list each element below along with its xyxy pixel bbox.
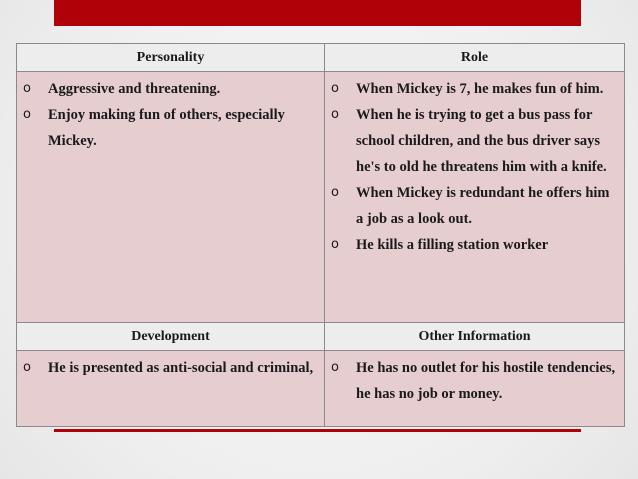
circle-bullet-icon: o [331, 107, 339, 122]
bottom-accent-line [54, 429, 581, 432]
list-item: o He is presented as anti-social and criminal, [21, 355, 320, 381]
circle-bullet-icon: o [331, 81, 339, 96]
other-information-cell [325, 351, 625, 427]
character-table [16, 43, 625, 427]
list-item: o He has no outlet for his hostile tendencies, he has no job or money. [329, 355, 620, 407]
list-item: o Enjoy making fun of others, especially Mickey. [21, 102, 320, 154]
list-item: o Aggressive and threatening. [21, 76, 320, 102]
role-cell [325, 72, 625, 323]
circle-bullet-icon: o [23, 81, 31, 96]
development-cell [17, 351, 325, 427]
list-item: o When Mickey is redundant he offers him a job as a look out. [329, 180, 620, 232]
circle-bullet-icon: o [331, 360, 339, 375]
circle-bullet-icon: o [23, 360, 31, 375]
list-item: o He kills a filling station worker [329, 232, 620, 258]
header-other-information: Other Information [325, 323, 625, 351]
title-bar [54, 0, 581, 26]
circle-bullet-icon: o [23, 107, 31, 122]
personality-cell [17, 72, 325, 323]
list-item: o When he is trying to get a bus pass for school children, and the bus driver says he's to old he threatens him with a knife. [329, 102, 620, 180]
header-role: Role [325, 44, 625, 72]
circle-bullet-icon: o [331, 185, 339, 200]
header-development: Development [17, 323, 325, 351]
list-item: o When Mickey is 7, he makes fun of him. [329, 76, 620, 102]
circle-bullet-icon: o [331, 237, 339, 252]
header-personality: Personality [17, 44, 325, 72]
